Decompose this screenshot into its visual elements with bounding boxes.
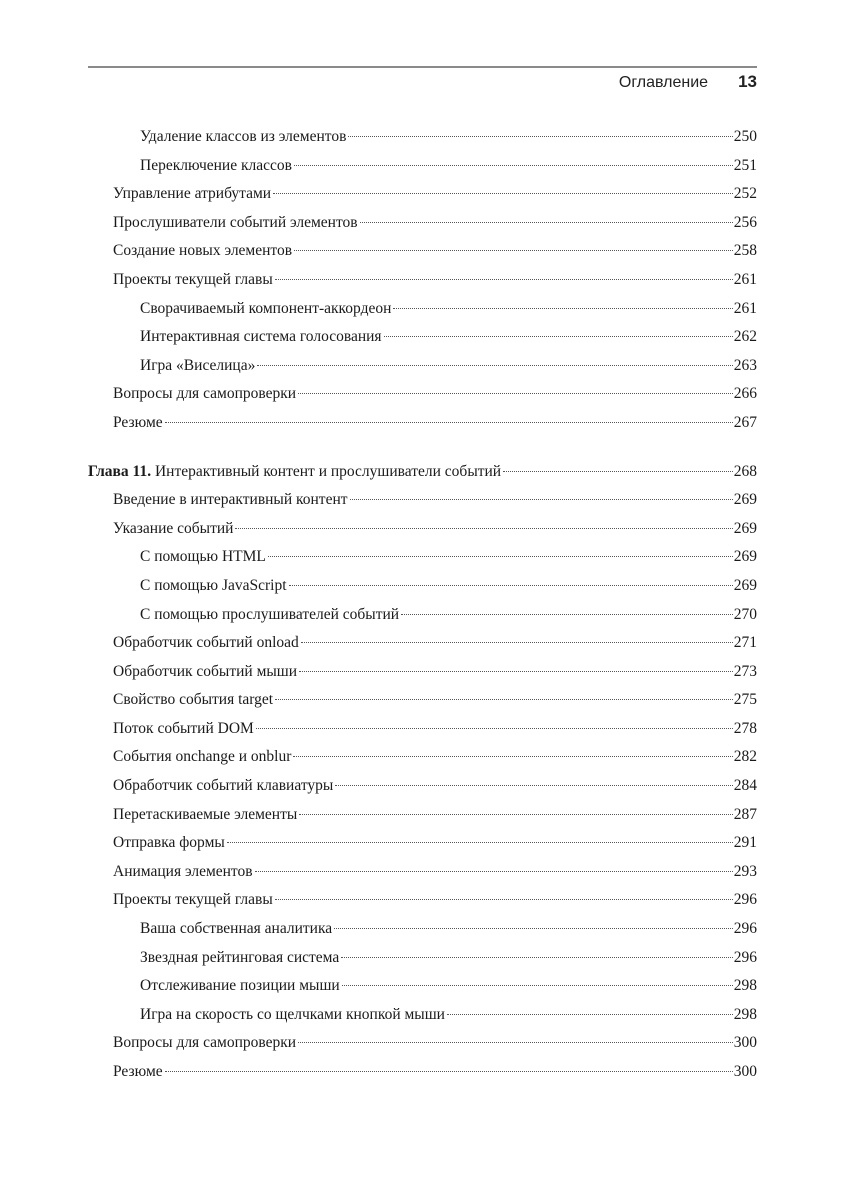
toc-entry-label	[113, 1058, 163, 1087]
dot-leader	[275, 899, 733, 900]
dot-leader	[257, 365, 732, 366]
toc-entry-title: Анимация элементов	[113, 862, 253, 880]
toc-entry-title: Резюме	[113, 413, 163, 431]
toc-entry-page: 250	[733, 128, 757, 145]
toc-entry-title: Указание событий	[113, 519, 234, 537]
toc-entry-title: Интерактивный контент и прослушиватели событий	[154, 462, 502, 480]
toc-entry-label	[113, 658, 297, 687]
toc-entry[interactable]	[88, 829, 757, 858]
toc-entry-label	[140, 152, 292, 181]
dot-leader	[268, 556, 733, 557]
toc-entry-label	[140, 352, 255, 381]
dot-leader	[255, 871, 733, 872]
toc-entry-label	[140, 1001, 445, 1030]
toc-entry[interactable]	[88, 323, 757, 352]
toc-entry-title: Поток событий DOM	[113, 719, 254, 737]
dot-leader	[301, 642, 733, 643]
toc-entry-page: 296	[733, 948, 757, 966]
dot-leader	[334, 928, 733, 929]
toc-entry[interactable]	[88, 801, 757, 830]
toc-entry[interactable]	[88, 858, 757, 887]
toc-entry-label	[113, 237, 292, 266]
toc-entry[interactable]	[88, 515, 757, 544]
dot-leader	[384, 336, 733, 337]
dot-leader	[298, 393, 733, 394]
dot-leader	[503, 471, 733, 472]
dot-leader	[289, 585, 733, 586]
toc-entry[interactable]	[88, 209, 757, 238]
dot-leader	[298, 1042, 733, 1043]
toc-entry-label	[88, 458, 501, 487]
toc-entry-page: 293	[733, 862, 757, 880]
toc-entry-label	[113, 629, 299, 658]
toc-entry-label	[140, 123, 346, 152]
toc-entry-title: Перетаскиваемые элементы	[113, 805, 298, 823]
toc-entry-title: Звездная рейтинговая система	[140, 948, 340, 966]
dot-leader	[393, 308, 732, 309]
header-rule	[88, 66, 757, 68]
toc-entry-page: 270	[733, 605, 757, 623]
toc-entry-label	[140, 323, 382, 352]
dot-leader	[235, 528, 732, 529]
toc-entry-label	[113, 380, 296, 409]
toc-entry[interactable]	[88, 152, 757, 181]
running-head-title: Оглавление	[618, 74, 709, 91]
toc-entry-page: 296	[733, 891, 757, 909]
toc-entry[interactable]	[88, 486, 757, 515]
dot-leader	[227, 842, 733, 843]
toc-entry-label	[140, 543, 266, 572]
dot-leader	[342, 985, 733, 986]
dot-leader	[299, 671, 733, 672]
toc-entry-label	[113, 686, 273, 715]
toc-entry[interactable]	[88, 944, 757, 973]
toc-entry-page: 284	[733, 777, 757, 795]
dot-leader	[294, 165, 733, 166]
toc-entry-label	[113, 409, 163, 438]
toc-entry-label	[140, 572, 287, 601]
toc-entry-page: 261	[733, 270, 757, 288]
toc-entry-title: Резюме	[113, 1063, 163, 1080]
toc-entry-label	[140, 601, 399, 630]
toc-entry[interactable]	[88, 352, 757, 381]
toc-entry-page: 282	[733, 748, 757, 766]
dot-leader	[447, 1014, 733, 1015]
toc-entry-page: 291	[733, 834, 757, 852]
toc-entry-page: 262	[733, 328, 757, 346]
toc-entry-label	[113, 715, 254, 744]
toc-entry-title: Проекты текущей главы	[113, 891, 273, 909]
toc-entry-label	[113, 266, 273, 295]
toc-entry-page: 269	[733, 548, 757, 566]
dot-leader	[165, 422, 733, 423]
dot-leader	[401, 614, 733, 615]
toc-entry-page: 300	[733, 1034, 757, 1052]
toc-entry-label	[113, 486, 348, 515]
toc-entry[interactable]	[88, 380, 757, 409]
toc-entry[interactable]	[88, 772, 757, 801]
running-head	[619, 72, 757, 92]
toc-entry-page: 300	[733, 1063, 757, 1080]
toc-entry-title: Свойство события target	[113, 691, 274, 709]
dot-leader	[294, 250, 733, 251]
dot-leader	[273, 193, 733, 194]
toc-entry[interactable]	[88, 572, 757, 601]
page-number: 13	[738, 72, 757, 91]
toc-entry-page: 263	[733, 356, 757, 374]
toc-entry-label	[113, 209, 358, 238]
toc-entry-title: Проекты текущей главы	[113, 270, 273, 288]
toc-entry-title: Игра на скорость со щелчками кнопкой мыши	[140, 1005, 445, 1023]
toc-entry-page: 298	[733, 977, 757, 995]
toc-entry[interactable]	[88, 409, 757, 438]
toc-entry-label	[113, 801, 297, 830]
toc-entry-label	[140, 915, 332, 944]
toc-entry-title: С помощью HTML	[140, 548, 266, 566]
toc-entry-title: Переключение классов	[140, 156, 292, 174]
toc-entry[interactable]	[88, 629, 757, 658]
toc-entry-title: С помощью JavaScript	[140, 576, 287, 594]
toc-entry-label	[113, 772, 333, 801]
toc-entry[interactable]	[88, 543, 757, 572]
toc-entry[interactable]	[88, 123, 757, 152]
chapter-number: Глава 11.	[88, 462, 152, 480]
toc-entry-title: Прослушиватели событий элементов	[113, 213, 358, 231]
toc-entry-label	[140, 944, 339, 973]
toc-entry-page: 267	[733, 413, 757, 431]
toc-entry-title: Обработчик событий onload	[113, 634, 299, 652]
toc-entry[interactable]	[88, 601, 757, 630]
toc-entry-title: Обработчик событий клавиатуры	[113, 777, 334, 795]
toc-entry-page: 269	[733, 519, 757, 537]
toc-entry-title: Вопросы для самопроверки	[113, 385, 297, 403]
toc-entry-label	[140, 295, 391, 324]
toc-entry-title: Интерактивная система голосования	[140, 328, 382, 346]
toc-entry-label	[113, 829, 225, 858]
dot-leader	[293, 756, 732, 757]
toc-entry-page: 269	[733, 576, 757, 594]
toc-entry-label	[113, 743, 291, 772]
toc-entry[interactable]	[88, 1058, 757, 1087]
toc-entry-page: 278	[733, 719, 757, 737]
toc-entry[interactable]	[88, 295, 757, 324]
toc-entry-page: 251	[733, 156, 757, 174]
toc-entry-page: 275	[733, 691, 757, 709]
toc-entry-page: 261	[733, 299, 757, 317]
toc-entry-title: Введение в интерактивный контент	[113, 491, 348, 509]
toc-entry[interactable]	[88, 886, 757, 915]
toc-entry[interactable]	[88, 658, 757, 687]
toc-entry[interactable]	[88, 686, 757, 715]
toc-entry-page: 273	[733, 662, 757, 680]
toc-entry-page: 258	[733, 242, 757, 260]
toc-entry-label	[140, 972, 340, 1001]
toc-entry-title: Игра «Виселица»	[140, 356, 256, 374]
toc-entry-title: Управление атрибутами	[113, 185, 272, 203]
toc-entry-page: 256	[733, 213, 757, 231]
dot-leader	[341, 957, 732, 958]
toc-entry-label	[113, 886, 273, 915]
table-of-contents	[88, 123, 757, 1087]
toc-entry[interactable]	[88, 1001, 757, 1030]
toc-entry-page: 266	[733, 385, 757, 403]
toc-chapter-entry[interactable]	[88, 458, 757, 487]
dot-leader	[275, 699, 733, 700]
toc-entry-title: Ваша собственная аналитика	[140, 920, 333, 938]
toc-entry-label	[113, 1029, 296, 1058]
toc-entry[interactable]	[88, 743, 757, 772]
toc-entry[interactable]	[88, 180, 757, 209]
dot-leader	[350, 499, 733, 500]
toc-entry-label	[113, 515, 233, 544]
dot-leader	[165, 1071, 733, 1072]
toc-entry[interactable]	[88, 715, 757, 744]
toc-entry-page: 252	[733, 185, 757, 203]
dot-leader	[360, 222, 733, 223]
toc-entry-page: 269	[733, 491, 757, 509]
toc-entry-title: Отправка формы	[113, 834, 225, 852]
toc-entry[interactable]	[88, 915, 757, 944]
toc-entry-title: Обработчик событий мыши	[113, 662, 298, 680]
dot-leader	[256, 728, 733, 729]
toc-entry[interactable]	[88, 237, 757, 266]
toc-entry-title: Вопросы для самопроверки	[113, 1034, 297, 1052]
toc-entry-page: 268	[733, 462, 757, 480]
toc-entry-title: Удаление классов из элементов	[140, 128, 347, 145]
toc-entry-title: С помощью прослушивателей событий	[140, 605, 400, 623]
toc-entry-title: События onchange и onblur	[113, 748, 292, 766]
toc-entry[interactable]	[88, 266, 757, 295]
toc-entry[interactable]	[88, 972, 757, 1001]
toc-entry-page: 298	[733, 1005, 757, 1023]
toc-entry-page: 271	[733, 634, 757, 652]
toc-entry-label	[113, 180, 271, 209]
toc-entry[interactable]	[88, 1029, 757, 1058]
toc-entry-page: 287	[733, 805, 757, 823]
dot-leader	[335, 785, 732, 786]
toc-entry-title: Сворачиваемый компонент-аккордеон	[140, 299, 392, 317]
toc-entry-title: Создание новых элементов	[113, 242, 293, 260]
dot-leader	[348, 136, 732, 137]
dot-leader	[275, 279, 733, 280]
dot-leader	[299, 814, 732, 815]
toc-entry-label	[113, 858, 253, 887]
toc-entry-title: Отслеживание позиции мыши	[140, 977, 340, 995]
toc-entry-page: 296	[733, 920, 757, 938]
